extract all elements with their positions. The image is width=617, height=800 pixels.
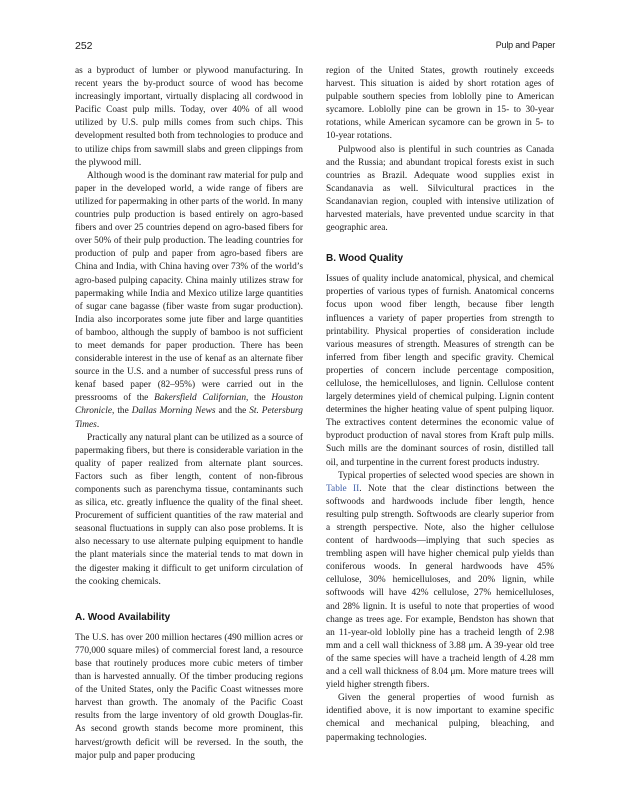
paragraph: region of the United States, growth routinely exceeds harvest. This situation is aided by short rotation ages of pulpable southern species from loblolly pine to American sycamore. Loblolly pine can be grown in 15- to 30-year rotations, while American sycamore can be grown in 5- to 10-year rotations. — [326, 66, 554, 142]
running-title: Pulp and Paper — [495, 40, 555, 50]
page-number: 252 — [75, 40, 93, 52]
paragraph: Practically any natural plant can be utilized as a source of papermaking fibers, but there is considerable variation in the quality of paper realized from alternate plant sources. Factors such as fiber length, content of non-fibrous components such as parenchyma tissue, contaminants such as silica, etc. greatly influence the quality of the final sheet. Procurement of sufficient quantities of the raw material and seasonal fluctuations in supply can also pose problems. It is also necessary to use alternate pulping equipment to handle the plant materials since the material tends to mat down in the digester making it difficult to get uniform circulation of the cooking chemicals. — [75, 432, 303, 587]
newspaper-name: Houston Chronicle — [75, 393, 303, 417]
section-heading-wood-availability: A. Wood Availability — [75, 611, 171, 623]
page-header — [75, 40, 555, 54]
section-heading-wood-quality: B. Wood Quality — [326, 253, 404, 265]
paragraph: The U.S. has over 200 million hectares (490 million acres or 770,000 square miles) of commercial forest land, a resource base that routinely produces more cubic meters of timber than is harvested annually. Of the timber producing regions of the United States, only the Pacific Coast witnesses more harvest than growth. The anomaly of the Pacific Coast results from the large inventory of old growth Douglas-fir. As second growth stands become more prominent, this harvest/growth deficit will be reversed. In the south, the major pulp and paper producing — [75, 632, 303, 761]
left-column — [75, 65, 303, 763]
paragraph: Although wood is the dominant raw material for pulp and paper in the developed world, a wide range of fibers are utilized for papermaking in other parts of the world. In many countries pulp production is based entirely on agro-based fibers and over 25 countries depend on agro-based fibers for over 50% of their pulp production. The leading countries for production of pulp and paper from agro-based fibers are China and India, with China having over 73% of the world’s agro-based pulping capacity. China mainly utilizes straw for papermaking while India and Mexico utilize large quantities of sugar cane bagasse (fiber waste from sugar production). India also incorporates some jute fiber and large quantities of bamboo, although the supply of bamboo is not sufficient to meet demands for paper production. There has been considerable interest in the use of kenaf as an alternate fiber source in the U.S. and a number of successful press runs of kenaf based paper (82–95%) were carried out in the pressrooms of the Bakersfield Californian, the Houston Chronicle, the Dallas Morning News and the St. Petersburg Times. — [75, 170, 303, 430]
paragraph: Given the general properties of wood furnish as identified above, it is now important to examine specific chemical and mechanical pulping, bleaching, and papermaking technologies. — [326, 693, 554, 743]
paragraph: as a byproduct of lumber or plywood manufacturing. In recent years the by-product source of wood has become increasingly important, virtually displacing all cordwood in Pacific Coast pulp mills. Today, over 40% of all wood utilized by U.S. pulp mills comes from such chips. This development resulted both from technologies to produce and to utilize chips from sawmill slabs and green clippings from the plywood mill. — [75, 66, 303, 168]
paragraph: Typical properties of selected wood species are shown in Table II. Note that the clear distinctions between the softwoods and hardwoods include fiber length, hence resulting pulp strength. Softwoods are clearly superior from a strength perspective. Note, also the higher cellulose content of hardwoods—implying that such species as trembling aspen will have higher chemical pulp yields than coniferous woods. In general hardwoods have 45% cellulose, 30% hemicelluloses, and 20% lignin, while softwoods will have 42% cellulose, 27% hemicelluloses, and 28% lignin. It is useful to note that properties of wood change as trees age. For example, Bendston has shown that an 11-year-old loblolly pine has a tracheid length of 2.98 mm and a cell wall thickness of 3.88 μm. A 39-year old tree of the same species will have a tracheid length of 4.28 mm and a cell wall thickness of 8.04 μm. More mature trees will yield higher strength fibers. — [326, 470, 554, 691]
newspaper-name: St. Petersburg Times — [75, 406, 303, 430]
table-ii-link[interactable]: Table II — [326, 483, 360, 494]
newspaper-name: Dallas Morning News — [131, 406, 216, 417]
paragraph: Pulpwood also is plentiful in such countries as Canada and the Russia; and abundant tropical forests exist in such countries as Brazil. Adequate wood supplies exist in Scandanavia as well. Silvicultural practices in the Scandanavian region, coupled with intensive utilization of harvested materials, have prevented undue scarcity in that geographic area. — [326, 144, 554, 234]
paragraph: Issues of quality include anatomical, physical, and chemical properties of various types of furnish. Anatomical concerns focus upon wood fiber length, because fiber length influences a variety of paper properties from strength to printability. Physical properties of consideration include various measures of strength. Measures of strength can be inferred from fiber length and specific gravity. Chemical properties of concern include percentage composition, cellulose, the hemicelluloses, and lignin. Cellulose content largely determines yield of chemical pulping. Lignin content determines the higher heating value of spent pulping liquor. The extractives content determines the economic value of byproduct production of naval stores from Kraft pulp mills. Such mills are the dominant sources of rosin, distilled tall oil, and turpentine in the current forest products industry. — [326, 274, 554, 468]
right-column — [326, 65, 554, 745]
newspaper-name: Bakersfield Californian — [154, 393, 247, 404]
